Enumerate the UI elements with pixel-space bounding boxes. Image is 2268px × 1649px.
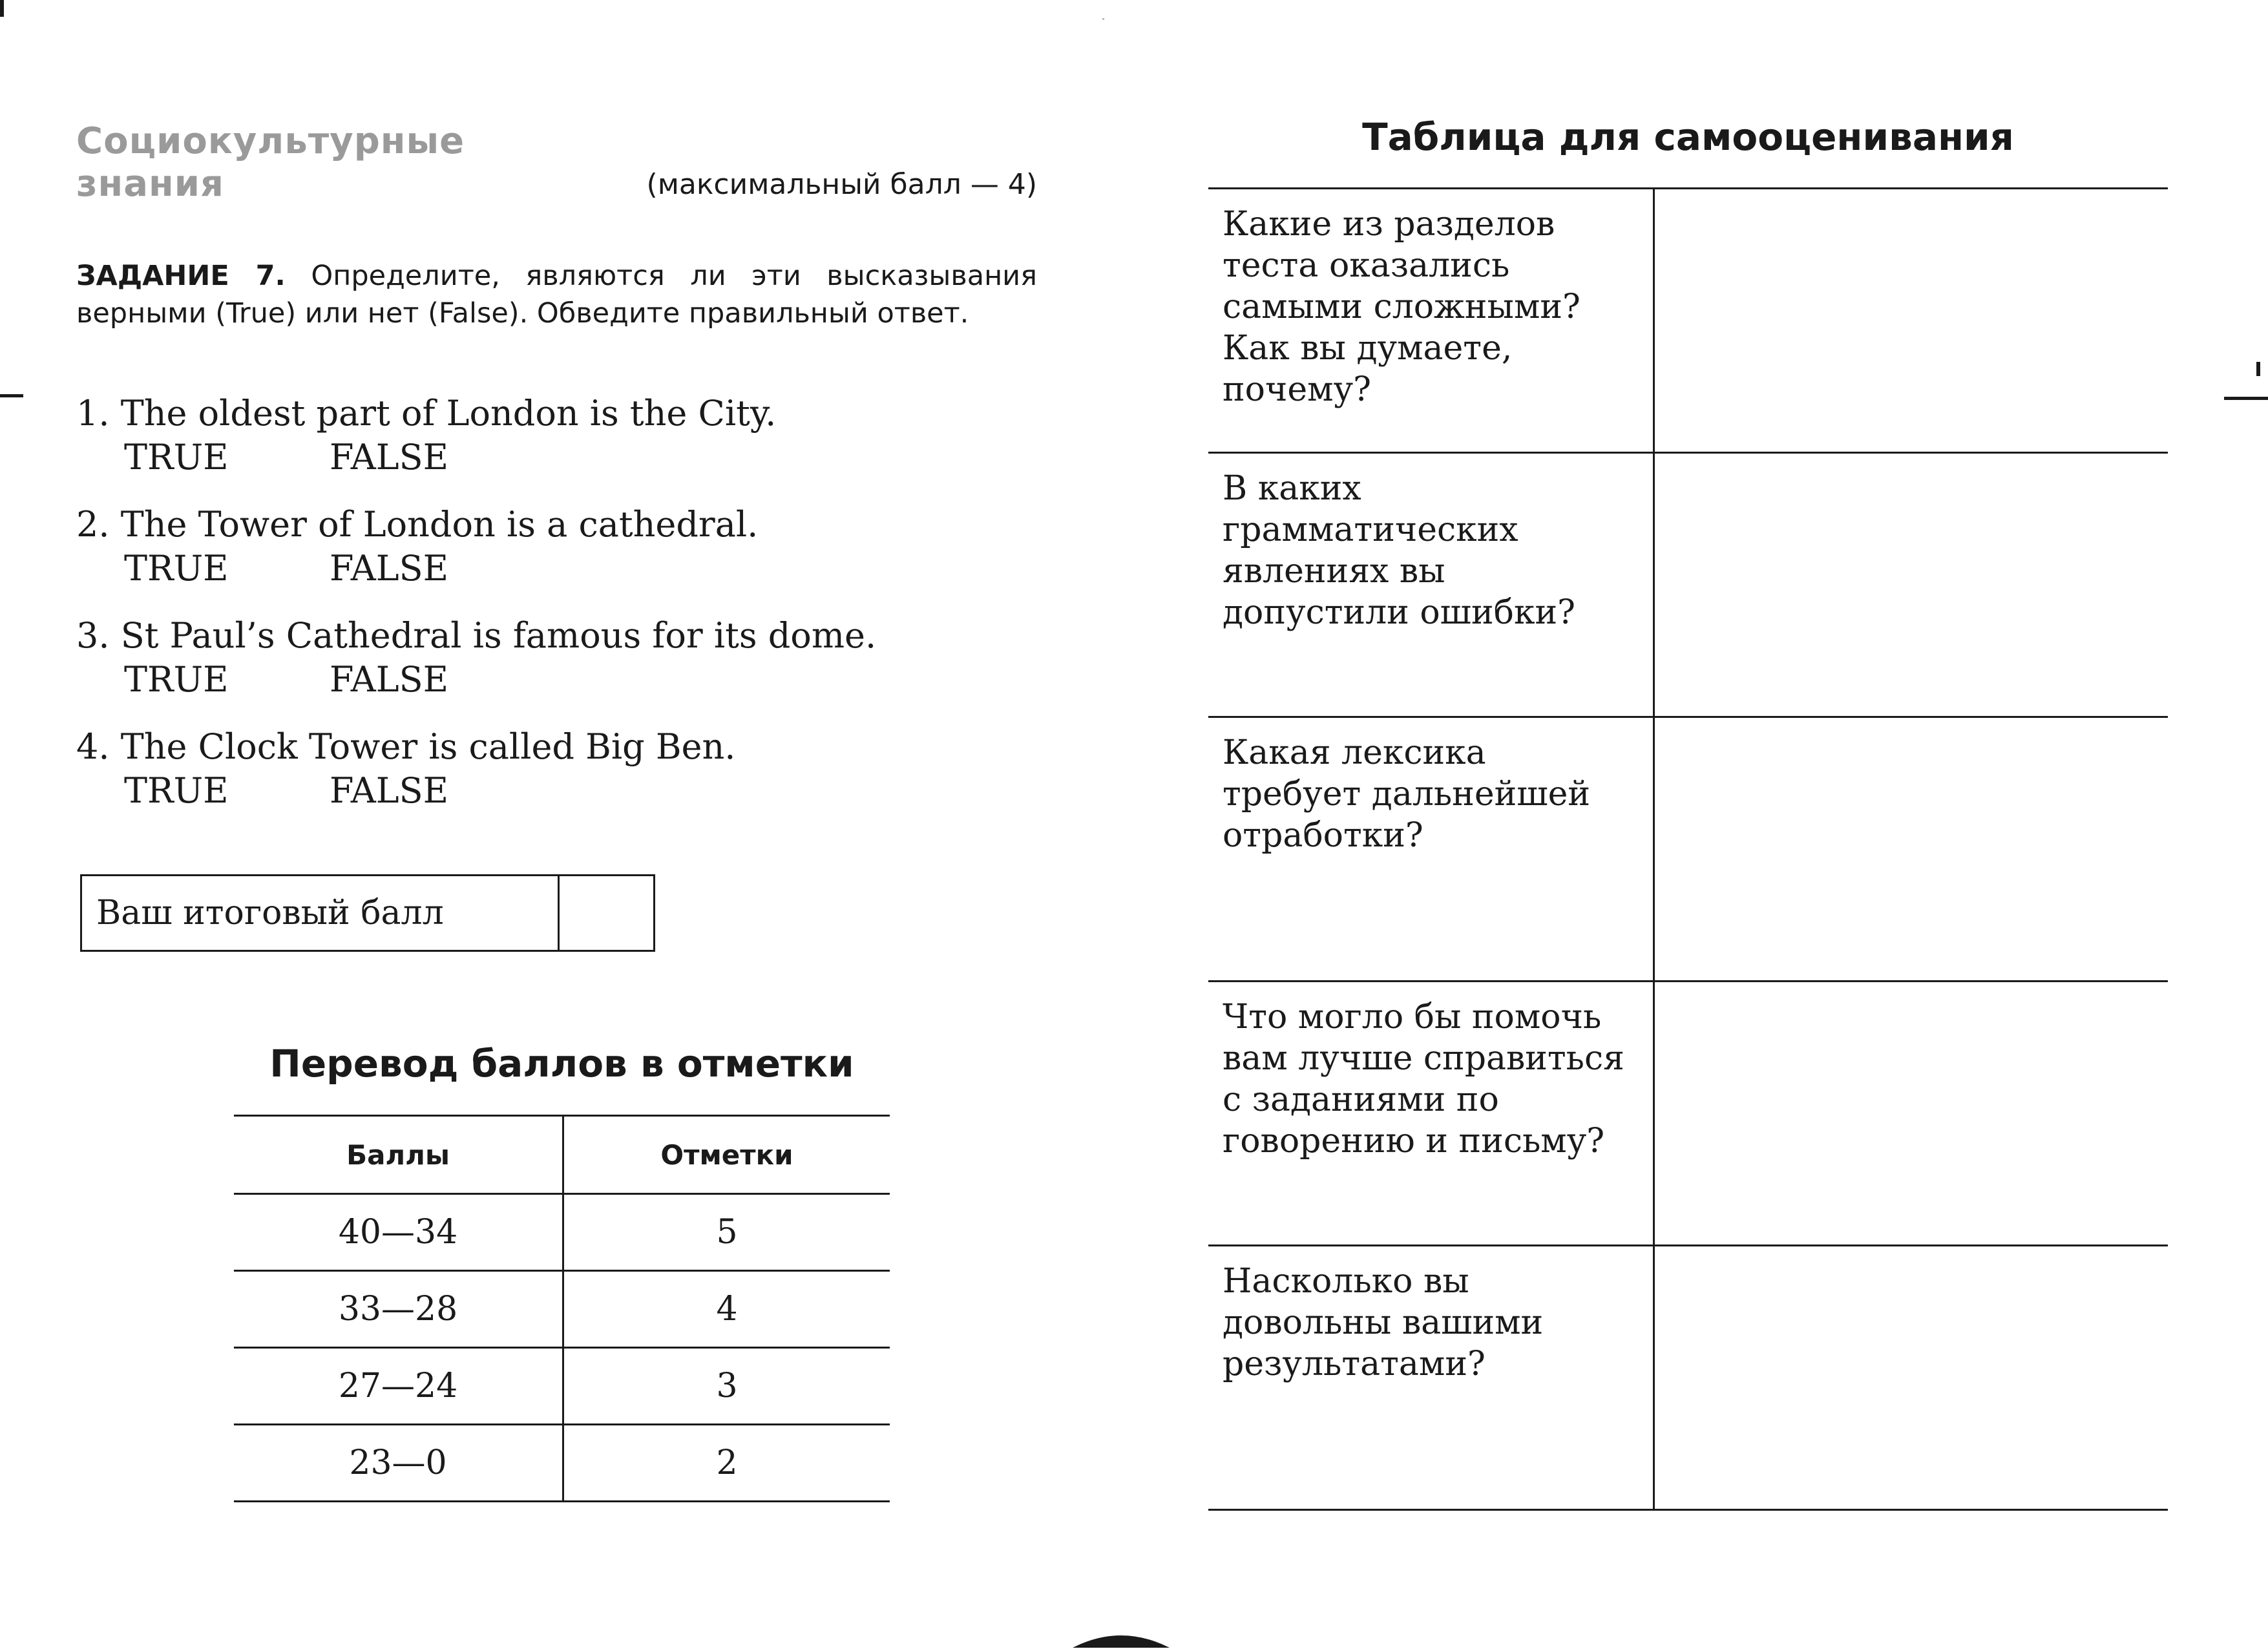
conversion-title: Перевод баллов в отметки [269,1042,854,1086]
question-number: 1. [76,393,110,434]
table-row [1208,453,2168,717]
question-item [76,614,1045,725]
self-question-line: Насколько вы [1223,1262,1469,1301]
table-row [1208,982,2168,1246]
option-false[interactable]: FALSE [330,659,449,700]
self-question-cell [1208,1246,1654,1510]
option-true[interactable]: TRUE [124,659,229,700]
self-evaluation-title: Таблица для самооценивания [1362,115,2014,159]
self-answer-field[interactable] [1654,982,2168,1246]
question-item [76,725,1045,836]
option-true[interactable]: TRUE [124,548,229,589]
points-cell: 40—34 [234,1194,563,1271]
self-question-line: результатами? [1223,1345,1486,1383]
table-row [1208,189,2168,453]
self-question-line: Что могло бы помочь [1223,998,1602,1036]
mark-cell: 3 [563,1348,890,1425]
conversion-header-row [234,1116,890,1194]
self-question-line: теста оказались [1223,246,1510,285]
points-cell: 33—28 [234,1271,563,1348]
self-question-line: говорению и письму? [1223,1122,1605,1161]
table-row [234,1425,890,1502]
question-text: The Clock Tower is called Big Ben. [120,726,736,767]
self-answer-field[interactable] [1654,189,2168,453]
table-row [234,1348,890,1425]
mark-cell: 4 [563,1271,890,1348]
max-score-note: (максимальный балл — 4) [646,168,1037,201]
table-row [234,1194,890,1271]
conversion-table [234,1115,890,1502]
question-text: St Paul’s Cathedral is famous for its dome. [120,615,877,656]
mark-cell: 2 [563,1425,890,1502]
self-question-line: Какая лексика [1223,733,1486,772]
total-score-box [80,874,655,952]
table-row [1208,1246,2168,1510]
scan-mark-top-left [0,0,4,17]
task-instructions [76,257,1037,332]
self-question-cell [1208,717,1654,982]
task-label: ЗАДАНИЕ 7. [76,260,286,292]
self-question-line: довольны вашими [1223,1303,1544,1342]
self-question-line: В каких [1223,469,1361,508]
header-points: Баллы [234,1116,563,1194]
section-title-line1: Социокультурные [76,120,465,162]
question-text: The oldest part of London is the City. [120,393,777,434]
option-false[interactable]: FALSE [330,437,449,478]
gutter-dot [1102,18,1104,20]
question-text: The Tower of London is a cathedral. [120,504,759,545]
mark-cell: 5 [563,1194,890,1271]
option-true[interactable]: TRUE [124,437,229,478]
question-number: 4. [76,726,110,767]
self-question-line: допустили ошибки? [1223,593,1575,632]
self-question-cell [1208,189,1654,453]
self-question-cell [1208,982,1654,1246]
question-number: 2. [76,504,110,545]
question-number: 3. [76,615,110,656]
table-row [234,1271,890,1348]
self-question-line: Какие из разделов [1223,205,1555,244]
self-question-line: почему? [1223,370,1372,409]
self-question-line: грамматических [1223,510,1518,549]
self-question-line: явлениях вы [1223,552,1445,591]
self-question-line: самыми сложными? [1223,288,1580,326]
self-question-line: требует дальнейшей [1223,775,1591,814]
self-question-line: вам лучше справиться [1223,1039,1624,1078]
section-title-line2: знания [76,163,224,205]
question-item [76,392,1045,503]
option-true[interactable]: TRUE [124,770,229,811]
scan-mark-left [0,394,23,397]
scan-mark-right-tick [2256,362,2260,376]
option-false[interactable]: FALSE [330,548,449,589]
self-question-line: Как вы думаете, [1223,329,1513,368]
self-question-line: с заданиями по [1223,1080,1499,1119]
question-item [76,503,1045,614]
points-cell: 23—0 [234,1425,563,1502]
points-cell: 27—24 [234,1348,563,1425]
table-row [1208,717,2168,982]
section-title [76,120,567,205]
self-question-line: отработки? [1223,816,1423,855]
self-answer-field[interactable] [1654,717,2168,982]
self-answer-field[interactable] [1654,453,2168,717]
self-question-cell [1208,453,1654,717]
questions-list [76,392,1045,836]
page-fold-mark [1073,1623,1170,1649]
total-score-field[interactable] [560,876,653,950]
self-answer-field[interactable] [1654,1246,2168,1510]
header-marks: Отметки [563,1116,890,1194]
self-evaluation-table [1208,187,2168,1511]
total-score-label: Ваш итоговый балл [82,876,560,950]
task-text: Определите, являются ли эти высказывания верными (True) или нет (False). Обведите правильный ответ. [76,260,1037,330]
option-false[interactable]: FALSE [330,770,449,811]
scan-mark-right [2224,397,2268,400]
